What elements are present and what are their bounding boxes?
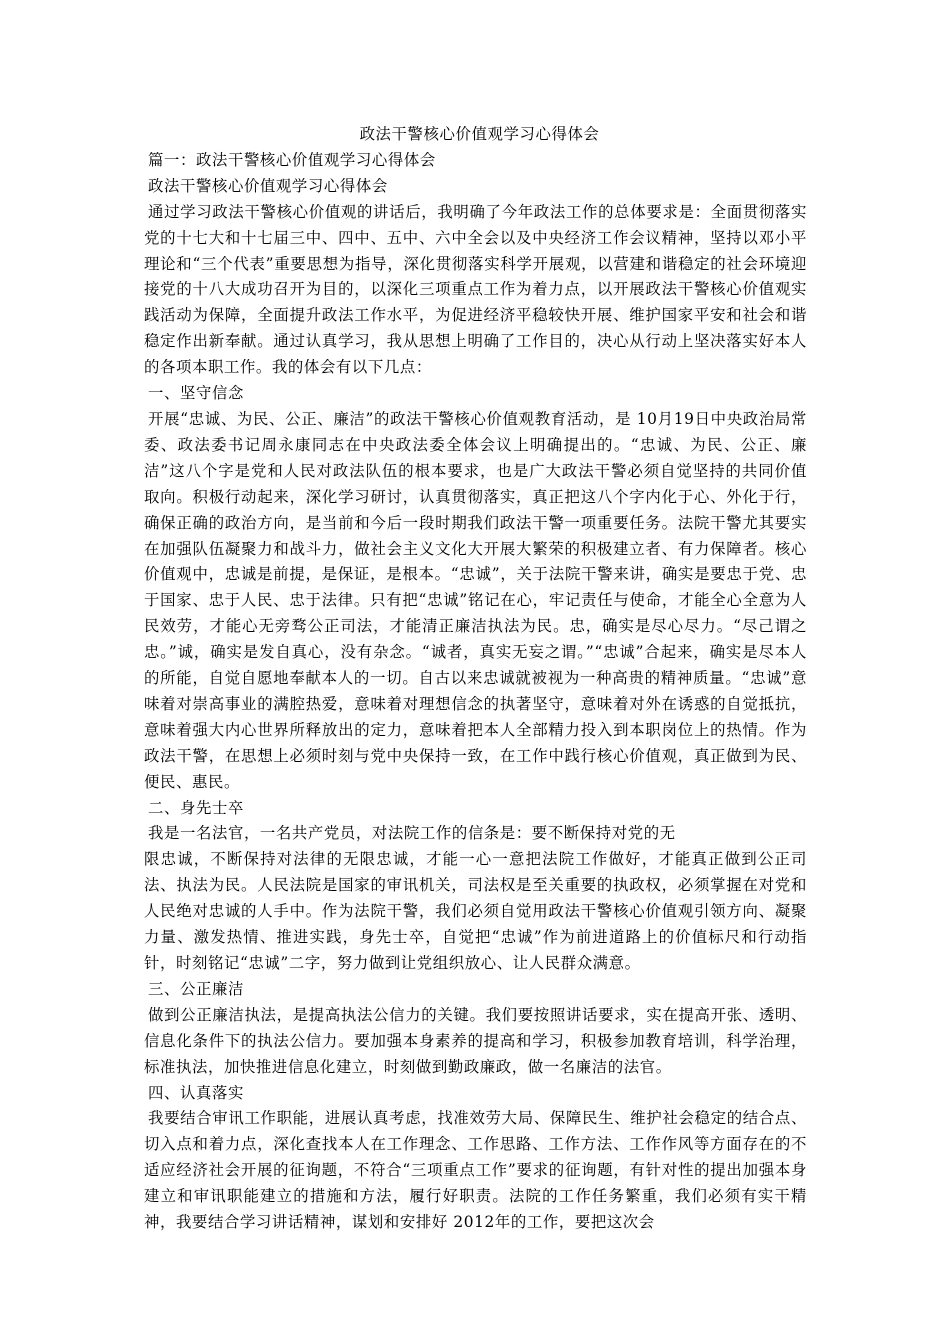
section-heading-2: 二、身先士卒 (148, 798, 244, 817)
part-heading: 篇一：政法干警核心价值观学习心得体会 (148, 150, 436, 169)
section-paragraph-2: 限忠诚，不断保持对法律的无限忠诚，才能一心一意把法院工作做好，才能真正做到公正司法、执法为民。人民法院是国家的审讯机关，司法权是至关重要的执政权，必须掌握在对党和人民绝对忠诚的人手中。作为法院干警，我们必须自觉用政法干警核心价值观引领方向、凝聚力量、激发热情、推进实践，身先士卒，自觉把“忠诚”作为前进道路上的价值标尺和行动指针，时刻铭记“忠诚”二字，努力做到让党组织放心、让人民群众满意。 (144, 850, 807, 972)
intro-paragraph: 通过学习政法干警核心价值观的讲话后，我明确了今年政法工作的总体要求是：全面贯彻落实党的十七大和十七届三中、四中、五中、六中全会以及中央经济工作会议精神，坚持以邓小平理论和“三个代表”重要思想为指导，深化贯彻落实科学开展观，以营建和谐稳定的社会环境迎接党的十八大成功召开为目的，以深化三项重点工作为着力点，以开展政法干警核心价值观实践活动为保障，全面提升政法工作水平，为促进经济平稳较快开展、维护国家平安和社会和谐稳定作出新奉献。通过认真学习，我从思想上明确了工作目的，决心从行动上坚决落实好本人的各项本职工作。我的体会有以下几点： (144, 202, 807, 377)
section-paragraph-4: 我要结合审讯工作职能，进展认真考虑，找准效劳大局、保障民生、维护社会稳定的结合点、切入点和着力点，深化查找本人在工作理念、工作思路、工作方法、工作作风等方面存在的不适应经济社会开展的征询题，不符合“三项重点工作”要求的征询题，有针对性的提出加强本身建立和审讯职能建立的措施和方法，履行好职责。法院的工作任务繁重，我们必须有实干精神，我要结合学习讲话精神，谋划和安排好 2012年的工作，要把这次会 (144, 1109, 807, 1232)
document-title: 政法干警核心价值观学习心得体会 (359, 125, 600, 143)
document-subtitle: 政法干警核心价值观学习心得体会 (148, 176, 388, 195)
section-paragraph-2-first-line: 我是一名法官，一名共产党员，对法院工作的信条是：要不断保持对党的无 (148, 824, 676, 843)
section-heading-4: 四、认真落实 (148, 1083, 244, 1102)
section-paragraph-3: 做到公正廉洁执法，是提高执法公信力的关键。我们要按照讲话要求，实在提高开张、透明、信息化条件下的执法公信力。要加强本身素养的提高和学习，积极参加教育培训，科学治理，标准执法，加快推进信息化建立，时刻做到勤政廉政，做一名廉洁的法官。 (144, 1005, 807, 1076)
section-heading-3: 三、公正廉洁 (148, 979, 244, 998)
section-paragraph-1: 开展“忠诚、为民、公正、廉洁”的政法干警核心价值观教育活动，是 10月19日中央政治局常委、政法委书记周永康同志在中央政法委全体会议上明确提出的。“忠诚、为民、公正、廉洁”这八个字是党和人民对政法队伍的根本要求，也是广大政法干警必须自觉坚持的共同价值取向。积极行动起来，深化学习研讨，认真贯彻落实，真正把这八个字内化于心、外化于行，确保正确的政治方向，是当前和今后一段时期我们政法干警一项重要任务。法院干警尤其要实在加强队伍凝聚力和战斗力，做社会主义文化大开展大繁荣的积极建立者、有力保障者。核心价值观中，忠诚是前提，是保证，是根本。“忠诚”，关于法院干警来讲，确实是要忠于党、忠于国家、忠于人民、忠于法律。只有把“忠诚”铭记在心，牢记责任与使命，才能全心全意为人民效劳，才能心无旁骛公正司法，才能清正廉洁执法为民。忠，确实是尽心尽力。“尽己谓之忠。”诚，确实是发自真心，没有杂念。“诚者，真实无妄之谓。”“忠诚”合起来，确实是尽本人的所能，自觉自愿地奉献本人的一切。自古以来忠诚就被视为一种高贵的精神质量。“忠诚”意味着对崇高事业的满腔热爱，意味着对理想信念的执著坚守，意味着对外在诱惑的自觉抵抗，意味着强大内心世界所释放出的定力，意味着把本人全部精力投入到本职岗位上的热情。作为政法干警，在思想上必须时刻与党中央保持一致，在工作中践行核心价值观，真正做到为民、便民、惠民。 (144, 409, 807, 791)
section-heading-1: 一、坚守信念 (148, 384, 244, 403)
document-page (144, 122, 807, 1236)
